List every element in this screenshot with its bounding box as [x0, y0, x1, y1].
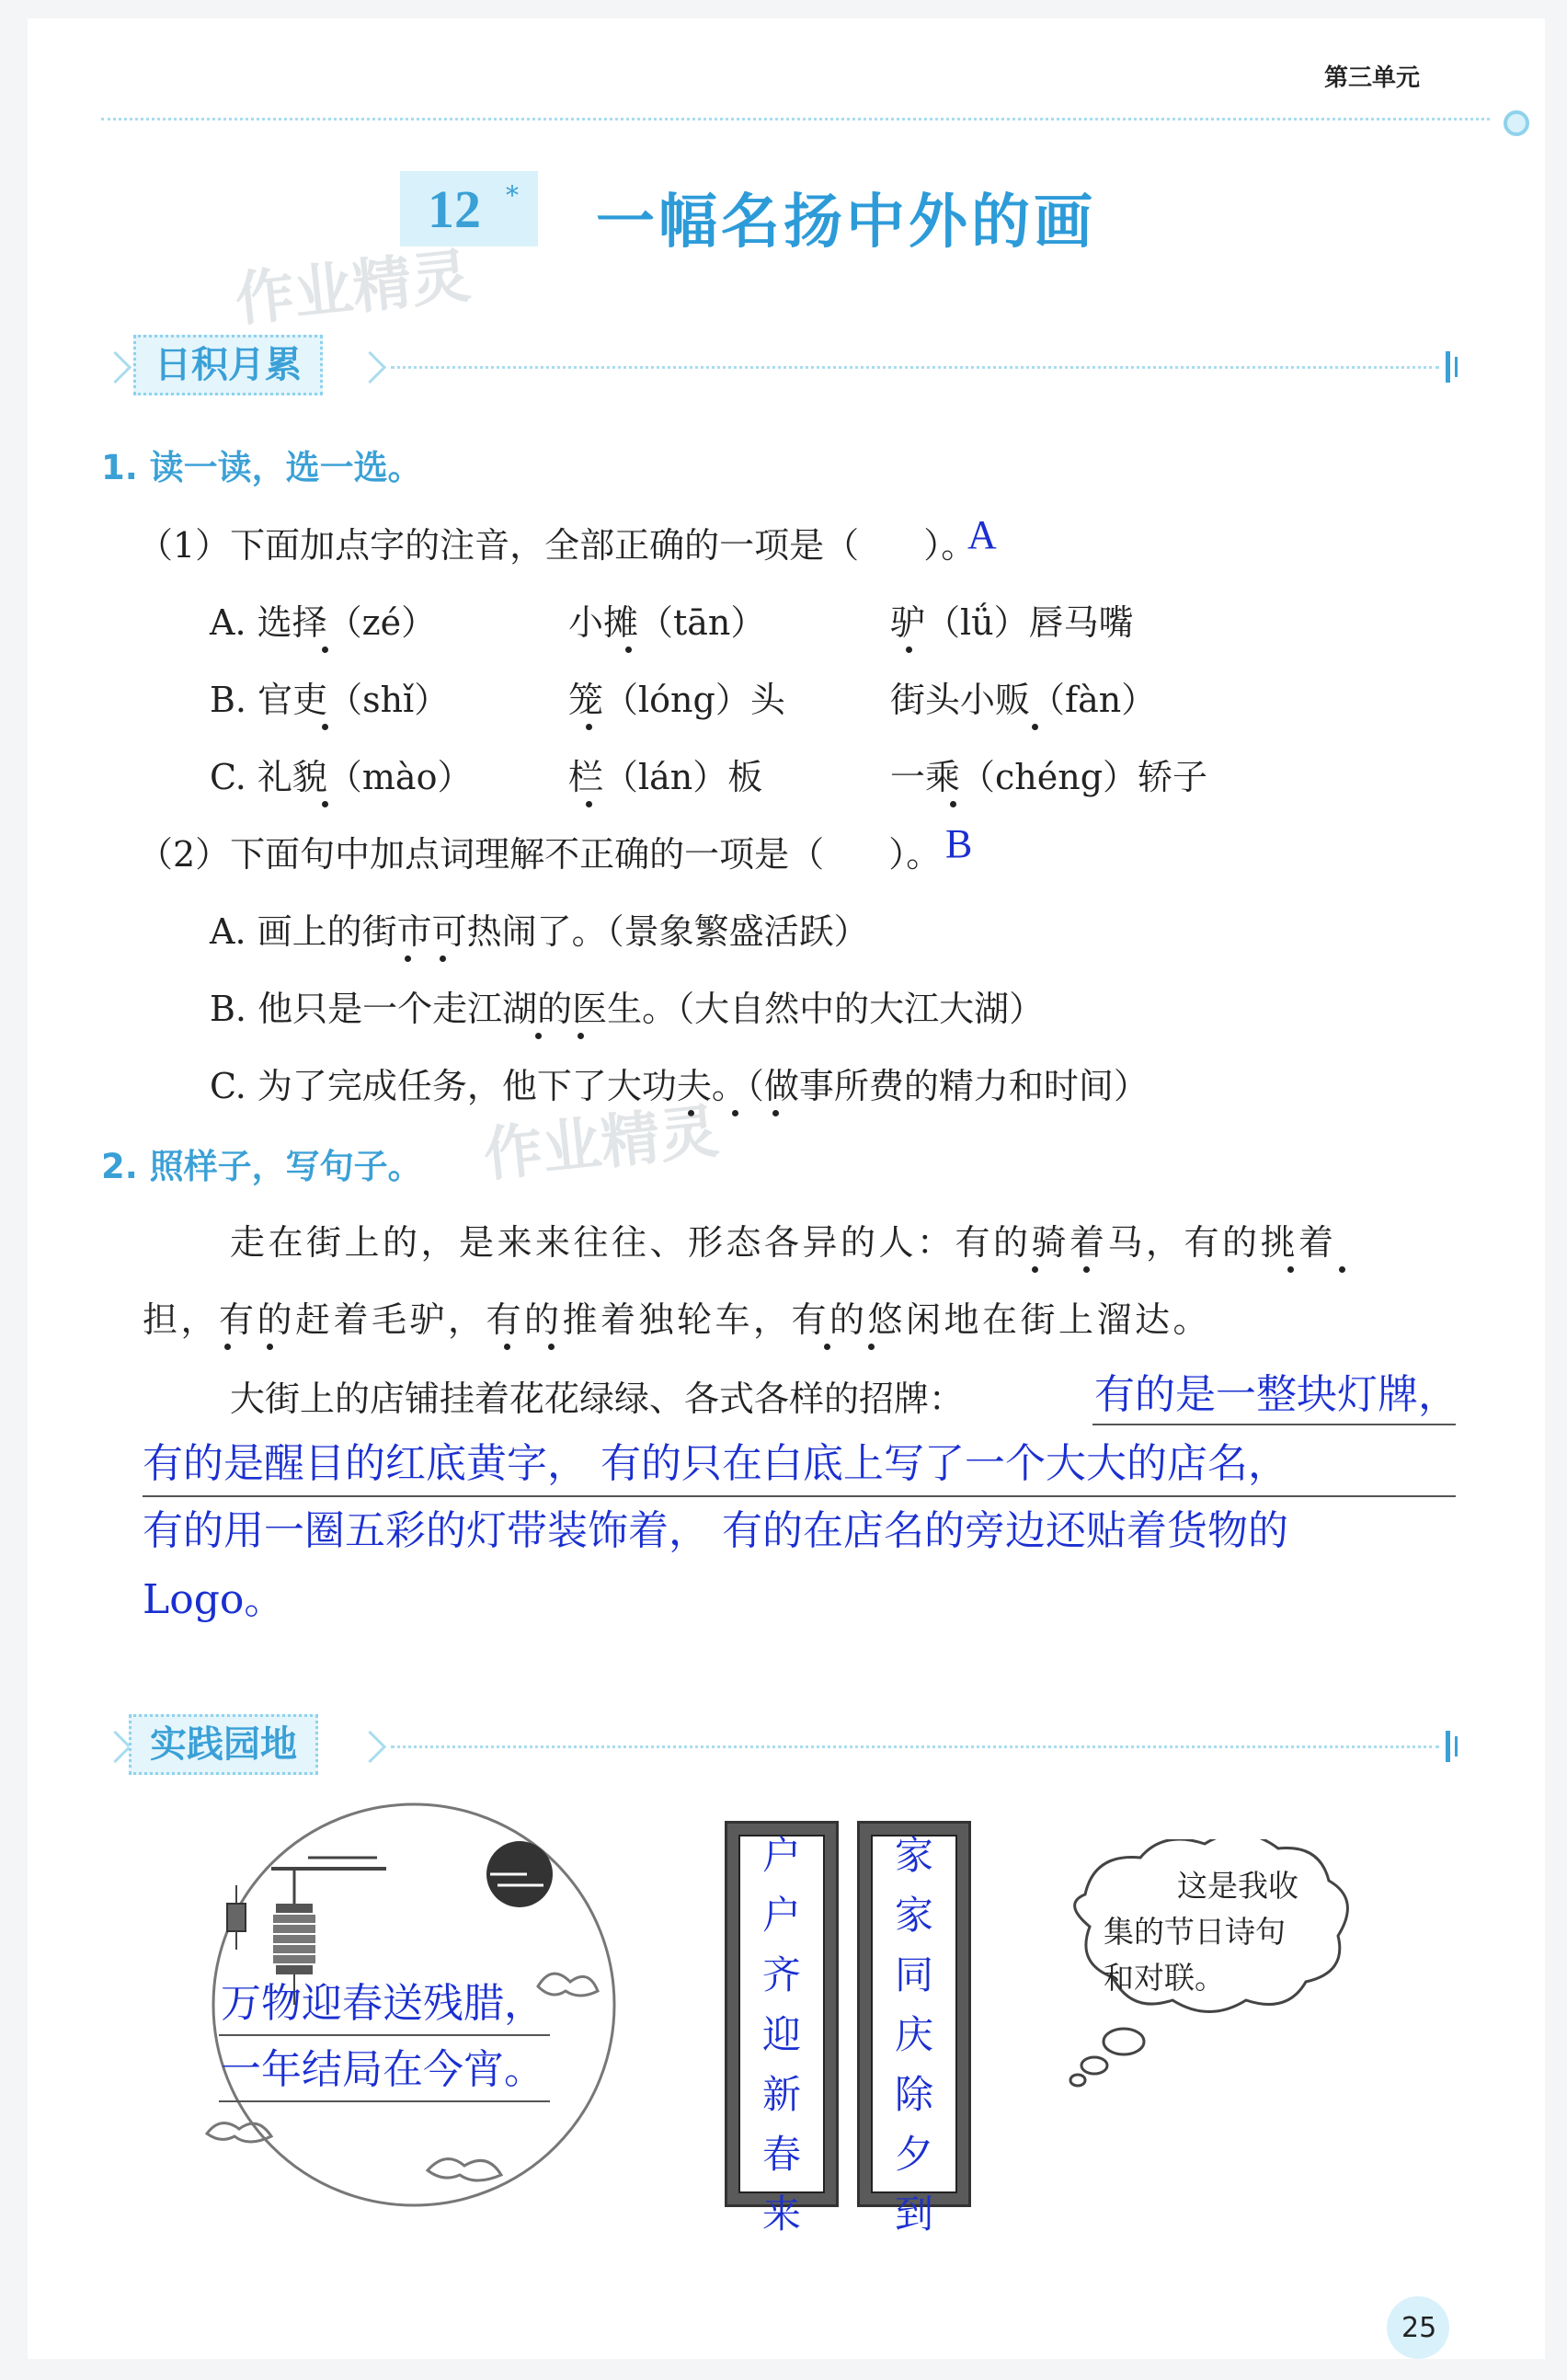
- emphasis-dot: [504, 1344, 510, 1350]
- lesson-number: 12: [428, 179, 481, 239]
- emphasis-dot: [950, 801, 956, 807]
- question-2-heading: 2. 照样子，写句子。: [101, 1147, 422, 1186]
- sentence-option-a: A. 画上的街市可热闹了。（景象繁盛活跃）: [210, 911, 869, 952]
- emphasis-dot: [824, 1344, 830, 1350]
- answer-underline: [1092, 1424, 1456, 1425]
- emphasis-dot: [625, 646, 632, 653]
- option-a-2: 小摊（tān）: [568, 602, 766, 643]
- header-rule: [101, 118, 1490, 120]
- couplet-right-text: 家 家 同 庆 除 夕 到: [894, 1833, 933, 2237]
- option-b-1: B. 官吏（shǐ）: [210, 680, 450, 720]
- emphasis-dot: [548, 1344, 555, 1350]
- emphasis-dot: [322, 646, 328, 653]
- q1-sub1-answer: A: [967, 512, 997, 557]
- section-tab-practice: 实践园地: [129, 1714, 318, 1775]
- option-a-1: A. 选择（zé）: [210, 602, 437, 643]
- handwritten-answer-line-2: 有的是醒目的红底黄字， 有的只在白底上写了一个大大的店名，: [143, 1440, 1288, 1487]
- option-b-2: 笼（lóng）头: [568, 680, 785, 720]
- page-number: 25: [1401, 2312, 1437, 2344]
- watermark: 作业精灵: [480, 1097, 722, 1191]
- bubble-line-1: 这是我收: [1177, 1868, 1298, 1904]
- sentence-option-b: B. 他只是一个走江湖的医生。（大自然中的大江大湖）: [210, 989, 1045, 1029]
- emphasis-dot: [440, 955, 446, 962]
- poem-underline: [219, 2100, 550, 2102]
- q1-sub2-prompt: （2）下面句中加点词理解不正确的一项是（ ）。: [138, 834, 942, 875]
- emphasis-dot: [322, 801, 328, 807]
- section-end-mark: [1455, 1736, 1458, 1756]
- emphasis-dot: [1032, 1266, 1038, 1273]
- poem-line-1: 万物迎春送残腊，: [221, 1980, 544, 2027]
- emphasis-dot: [1287, 1266, 1294, 1273]
- unit-label: 第三单元: [1324, 64, 1421, 92]
- section-rule: [391, 366, 1439, 369]
- emphasis-dot: [1032, 724, 1038, 730]
- bubble-line-3: 和对联。: [1104, 1960, 1225, 1996]
- watermark: 作业精灵: [232, 242, 474, 336]
- option-b-3: 街头小贩（fàn）: [890, 680, 1157, 720]
- emphasis-dot: [578, 1033, 584, 1039]
- lesson-title: 一幅名扬中外的画: [596, 188, 1096, 257]
- small-lantern-icon: [227, 1885, 246, 1950]
- emphasis-dot: [405, 955, 411, 962]
- option-c-2: 栏（lán）板: [568, 757, 763, 797]
- cloud-icon: [207, 2123, 271, 2142]
- cloud-icon: [428, 2159, 501, 2180]
- section-rule: [391, 1745, 1439, 1748]
- emphasis-dot: [1339, 1266, 1345, 1273]
- poem-line-2: 一年结局在今宵。: [221, 2046, 544, 2093]
- emphasis-dot: [224, 1344, 231, 1350]
- option-a-3: 驴（lǘ）唇马嘴: [890, 602, 1134, 643]
- example-line-2: 担，有的赶着毛驴，有的推着独轮车，有的悠闲地在街上溜达。: [143, 1299, 1212, 1340]
- emphasis-dot: [906, 646, 912, 653]
- section-tab-accumulation: 日积月累: [133, 335, 323, 395]
- emphasis-dot: [868, 1344, 875, 1350]
- section-end-mark: [1446, 1731, 1450, 1762]
- question-1-heading: 1. 读一读，选一选。: [101, 448, 422, 487]
- emphasis-dot: [535, 1033, 542, 1039]
- couplet-left-text: 户 户 齐 迎 新 春 来: [761, 1833, 801, 2237]
- emphasis-dot: [1083, 1266, 1090, 1273]
- emphasis-dot: [586, 801, 592, 807]
- emphasis-dot: [772, 1110, 779, 1116]
- option-c-1: C. 礼貌（mào）: [210, 757, 473, 797]
- section-end-mark: [1446, 351, 1450, 383]
- emphasis-dot: [586, 724, 592, 730]
- q1-sub1-prompt: （1）下面加点字的注音，全部正确的一项是（ ）。: [138, 525, 977, 566]
- emphasis-dot: [322, 724, 328, 730]
- q2-prompt: 大街上的店铺挂着花花绿绿、各式各样的招牌：: [230, 1379, 965, 1419]
- emphasis-dot: [732, 1110, 738, 1116]
- cloud-icon: [538, 1974, 598, 1996]
- example-line-1: 走在街上的，是来来往往、形态各异的人：有的骑着马，有的挑着: [230, 1222, 1337, 1263]
- lesson-star: *: [506, 180, 519, 211]
- option-c-3: 一乘（chéng）轿子: [890, 757, 1208, 797]
- q1-sub2-answer: B: [945, 821, 973, 866]
- sentence-option-c: C. 为了完成任务，他下了大功夫。（做事所费的精力和时间）: [210, 1066, 1149, 1106]
- bubble-line-2: 集的节日诗句: [1104, 1914, 1286, 1950]
- header-circle-icon: [1504, 110, 1529, 136]
- handwritten-answer-line-4: Logo。: [143, 1576, 285, 1623]
- handwritten-answer-line-3: 有的用一圈五彩的灯带装饰着， 有的在店名的旁边还贴着货物的: [143, 1507, 1288, 1554]
- handwritten-answer-line-1: 有的是一整块灯牌，: [1094, 1371, 1458, 1418]
- section-end-mark: [1455, 357, 1458, 377]
- emphasis-dot: [267, 1344, 273, 1350]
